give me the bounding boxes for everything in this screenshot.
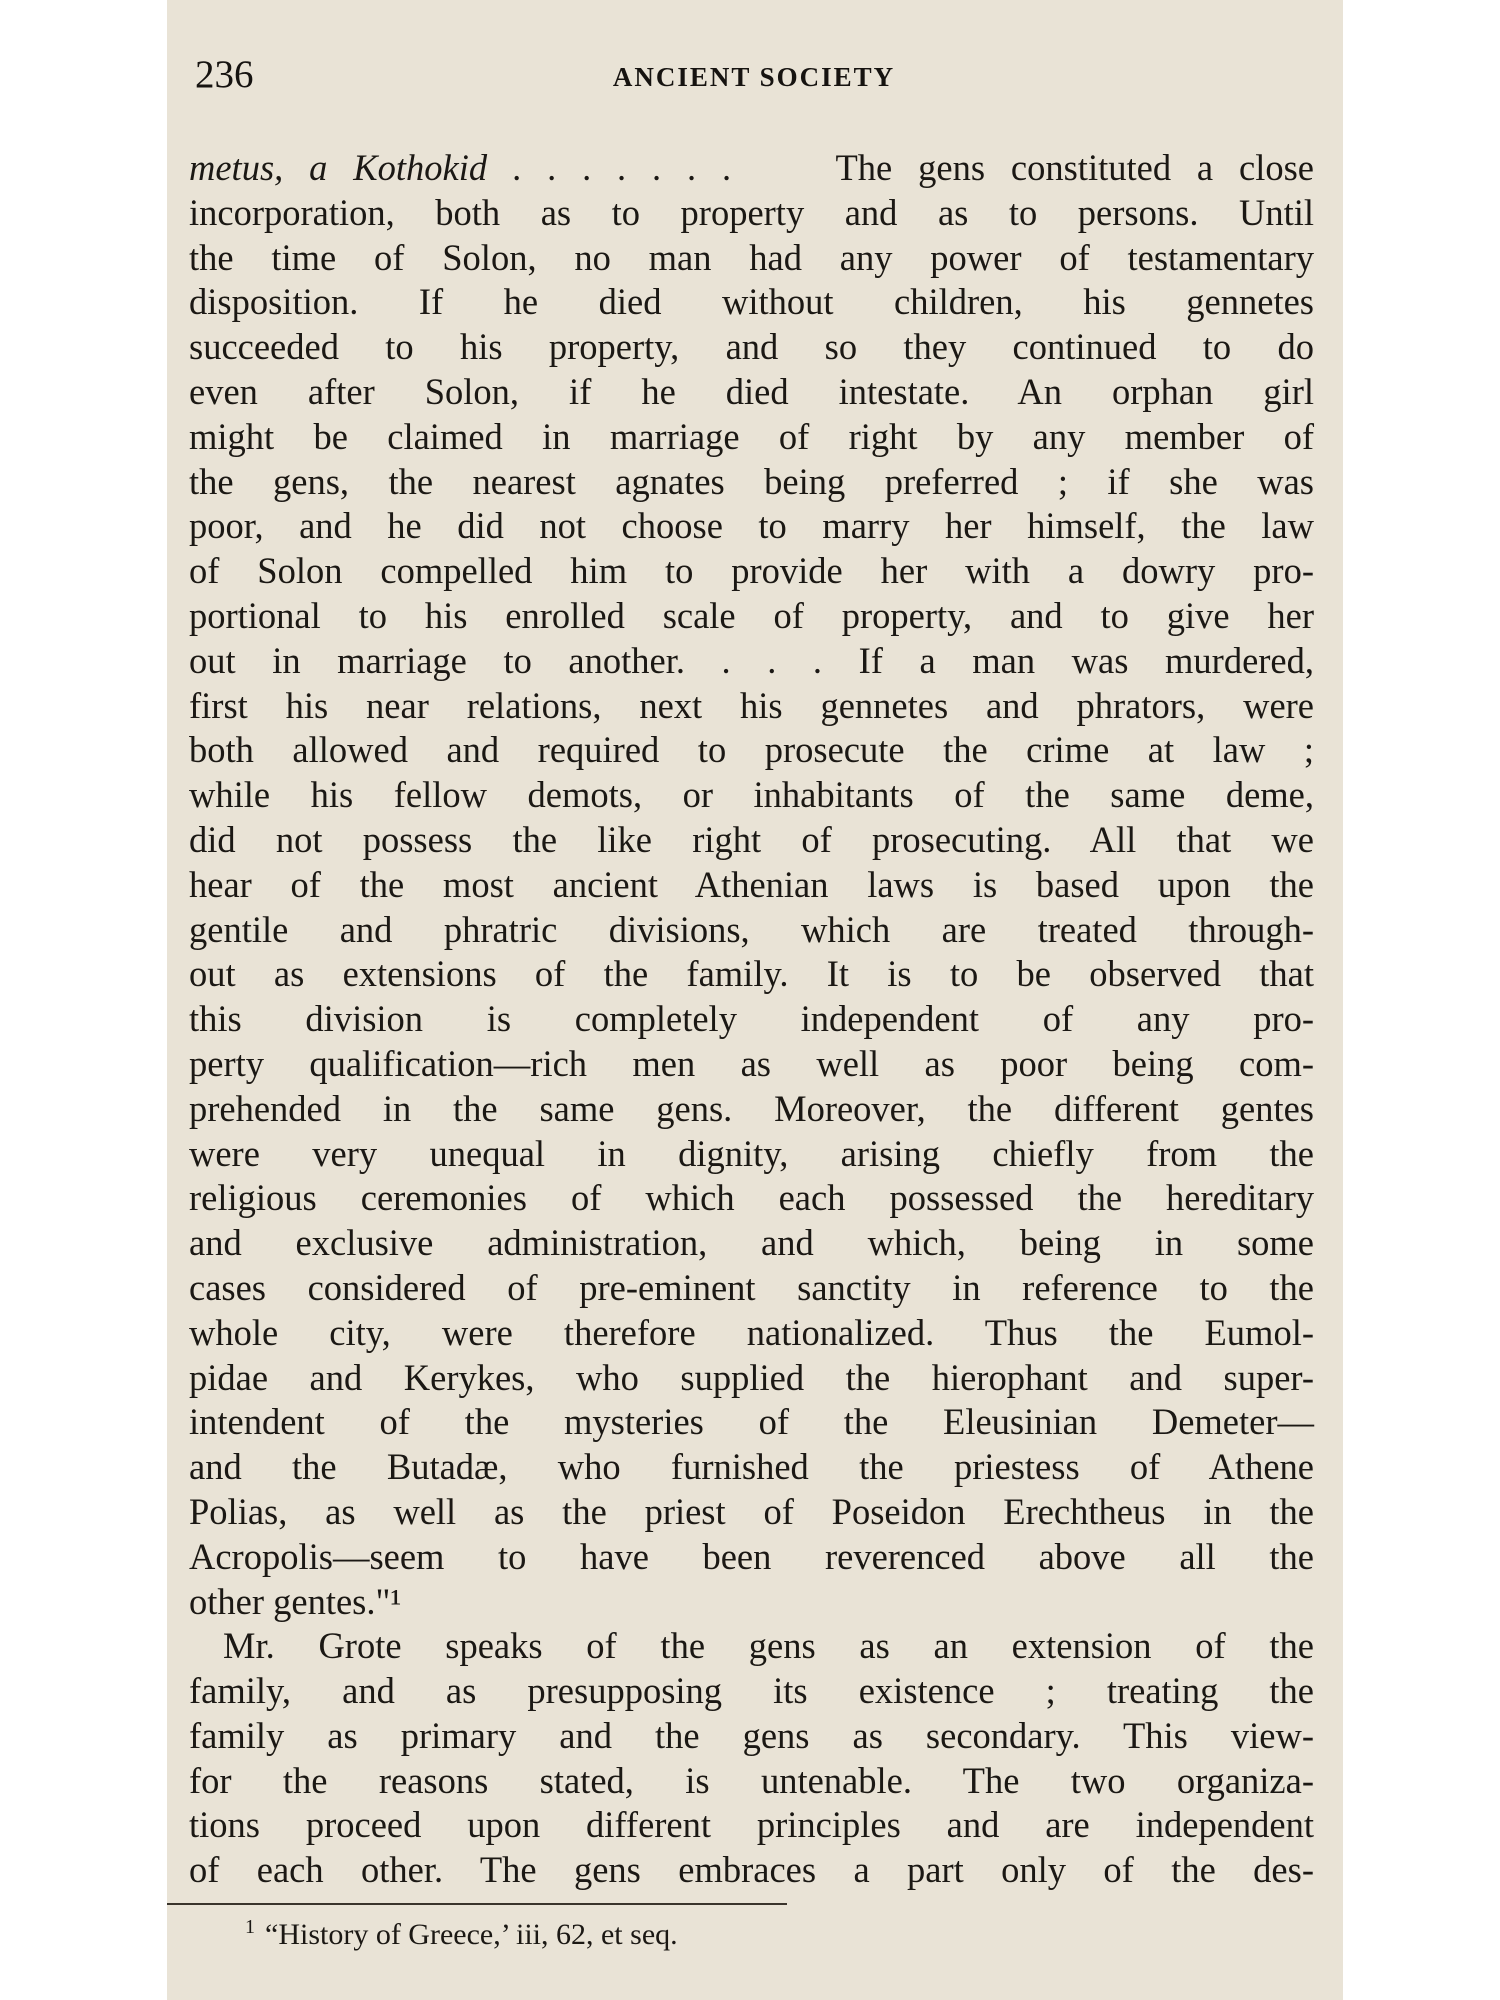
text-line: even after Solon, if he died intestate. An orphan girl xyxy=(189,370,1314,412)
text-line xyxy=(189,146,1314,191)
text-line: the gens, the nearest agnates being preferred ; if she was xyxy=(189,460,1314,502)
text-line: pidae and Kerykes, who supplied the hierophant and super- xyxy=(189,1356,1314,1398)
text-line: out in marriage to another. . . . If a man was murdered, xyxy=(189,639,1314,681)
text-line: religious ceremonies of which each possessed the hereditary xyxy=(189,1177,1314,1219)
footnote-rule xyxy=(167,1903,787,1905)
text-line: incorporation, both as to property and as to persons. Until xyxy=(189,191,1314,233)
paragraph-line: for the reasons stated, is untenable. The two organiza- xyxy=(189,1759,1314,1801)
first-line-text: The gens constituted a close xyxy=(835,147,1314,188)
text-line: intendent of the mysteries of the Eleusinian Demeter— xyxy=(189,1401,1314,1443)
text-line: while his fellow demots, or inhabitants of the same deme, xyxy=(189,774,1314,816)
text-line: portional to his enrolled scale of property, and to give her xyxy=(189,594,1314,636)
text-line: disposition. If he died without children, his gennetes xyxy=(189,281,1314,323)
text-line: succeeded to his property, and so they continued to do xyxy=(189,326,1314,368)
text-line: prehended in the same gens. Moreover, the different gentes xyxy=(189,1087,1314,1129)
paragraph-line: family, and as presupposing its existence ; treating the xyxy=(189,1670,1314,1712)
text-line: whole city, were therefore nationalized. Thus the Eumol- xyxy=(189,1311,1314,1353)
text-line: poor, and he did not choose to marry her himself, the law xyxy=(189,505,1314,547)
text-line: this division is completely independent of any pro- xyxy=(189,998,1314,1040)
paragraph-line: family as primary and the gens as secondary. This view- xyxy=(189,1714,1314,1756)
footnote xyxy=(245,1916,678,1952)
page-number: 236 xyxy=(195,53,254,96)
text-line: perty qualification—rich men as well as poor being com- xyxy=(189,1042,1314,1084)
paragraph-line: of each other. The gens embraces a part only of the des- xyxy=(189,1849,1314,1891)
text-line: Acropolis—seem to have been reverenced above all the xyxy=(189,1535,1314,1577)
footnote-marker: 1 xyxy=(245,1916,255,1938)
text-line: cases considered of pre-eminent sanctity in reference to the xyxy=(189,1266,1314,1308)
text-line: of Solon compelled him to provide her with a dowry pro- xyxy=(189,550,1314,592)
page-header xyxy=(195,52,1313,112)
text-line: out as extensions of the family. It is to be observed that xyxy=(189,953,1314,995)
text-line: and exclusive administration, and which, being in some xyxy=(189,1222,1314,1264)
text-line: hear of the most ancient Athenian laws is based upon the xyxy=(189,863,1314,905)
text-line: first his near relations, next his gennetes and phrators, were xyxy=(189,684,1314,726)
text-line: Polias, as well as the priest of Poseidon Erechtheus in the xyxy=(189,1490,1314,1532)
paragraph-line: tions proceed upon different principles and are independent xyxy=(189,1804,1314,1846)
text-line: both allowed and required to prosecute the crime at law ; xyxy=(189,729,1314,771)
text-line: might be claimed in marriage of right by any member of xyxy=(189,415,1314,457)
running-head: ANCIENT SOCIETY xyxy=(612,62,896,92)
paragraph-line: Mr. Grote speaks of the gens as an extension of the xyxy=(223,1625,1314,1667)
text-line: the time of Solon, no man had any power of testamentary xyxy=(189,236,1314,278)
italic-quote-source: metus, a Kothokid . . . . . . . xyxy=(189,147,733,188)
text-line: gentile and phratric divisions, which are treated through- xyxy=(189,908,1314,950)
body-text xyxy=(189,146,1314,1893)
text-line: did not possess the like right of prosecuting. All that we xyxy=(189,818,1314,860)
footnote-text: “History of Greece,’ iii, 62, et seq. xyxy=(265,1918,678,1951)
text-line: other gentes."¹ xyxy=(189,1580,402,1622)
text-line: were very unequal in dignity, arising chiefly from the xyxy=(189,1132,1314,1174)
book-page xyxy=(167,0,1343,2000)
text-line: and the Butadæ, who furnished the priestess of Athene xyxy=(189,1446,1314,1488)
